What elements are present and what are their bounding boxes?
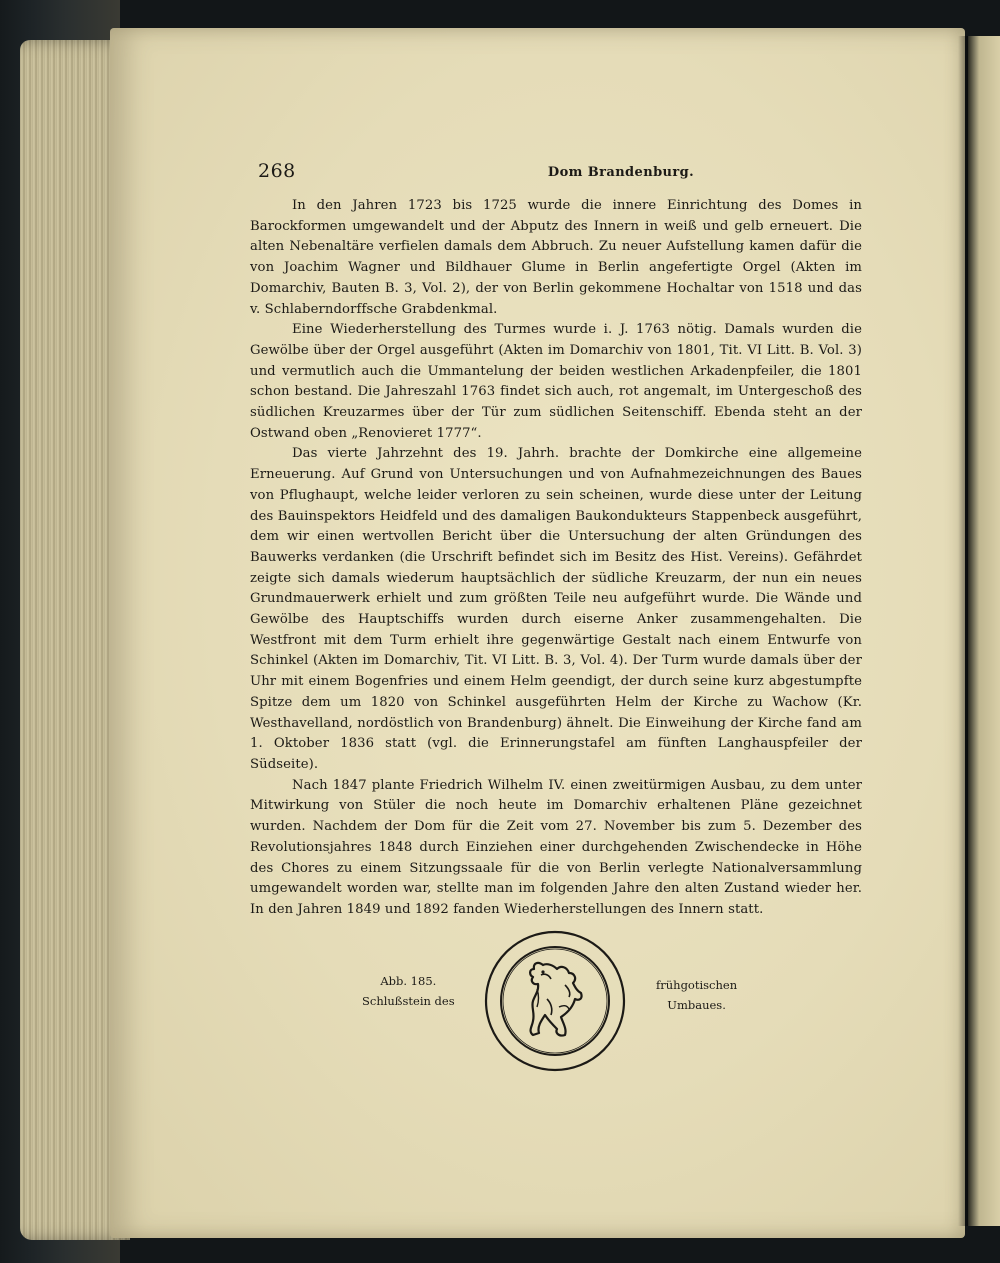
paragraph-2: Eine Wiederherstellung des Turmes wurde i. J. 1763 nötig. Damals wurden die Gewölbe über der Orgel ausgeführt (Akten im Domarchiv von 1801, Tit. VI Litt. B. Vol. 3) und vermutlich auch die Ummantelung der beiden westlichen Arkadenpfeiler, die 1801 schon bestand. Die Jahreszahl 1763 findet sich auch, rot angemalt, im Untergeschoß des südlichen Kreuzarmes über der Tür zum südlichen Seitenschiff. Ebenda steht an der Ostwand oben „Renovieret 1777“. bbox=[250, 322, 862, 441]
facing-page-edge bbox=[968, 36, 1000, 1226]
keystone-lion-illustration bbox=[483, 929, 627, 1073]
caption-text-left: Schlußstein des bbox=[362, 993, 455, 1008]
page-content bbox=[250, 150, 862, 1079]
page-number: 268 bbox=[258, 160, 296, 182]
caption-text-right-2: Umbaues. bbox=[667, 997, 726, 1012]
body-text bbox=[250, 196, 862, 921]
figure-185 bbox=[250, 929, 862, 1079]
page-header bbox=[250, 150, 862, 190]
caption-label: Abb. 185. bbox=[380, 973, 437, 988]
caption-text-right-1: frühgotischen bbox=[656, 977, 738, 992]
paragraph-3: Das vierte Jahrzehnt des 19. Jahrh. brachte der Domkirche eine allgemeine Erneuerung. Auf Grund von Untersuchungen und von Aufnahmezeichnungen des Baues von Pflughaupt, welche leider verloren zu sein scheinen, wurde diese unter der Leitung des Bauinspektors Heidfeld und des damaligen Baukondukteurs Stappenbeck ausgeführt, dem wir einen wertvollen Bericht über die Untersuchung der alten Gründungen des Bauwerks verdanken (die Urschrift befindet sich im Besitz des Hist. Vereins). Gefährdet zeigte sich damals wiederum hauptsächlich der südliche Kreuzarm, der nun ein neues Grundmauerwerk erhielt und zum größten Teile neu aufgeführt wurde. Die Wände und Gewölbe des Hauptschiffs wurden durch eiserne Anker zusammengehalten. Die Westfront mit dem Turm erhielt ihre gegenwärtige Gestalt nach einem Entwurfe von Schinkel (Akten im Domarchiv, Tit. VI Litt. B. 3, Vol. 4). Der Turm wurde damals über der Uhr mit einem Bogenfries und einem Helm geendigt, der durch seine kurz abgestumpfte Spitze dem um 1820 von Schinkel ausgeführten Helm der Kirche zu Wachow (Kr. Westhavelland, nordöstlich von Brandenburg) ähnelt. Die Einweihung der Kirche fand am 1. Oktober 1836 statt (vgl. die Erinnerungstafel am fünften Langhauspfeiler der Südseite). bbox=[250, 446, 862, 772]
figure-caption-right bbox=[656, 975, 737, 1015]
paragraph-4: Nach 1847 plante Friedrich Wilhelm IV. einen zweitürmigen Ausbau, zu dem unter Mitwirkung von Stüler die noch heute im Domarchiv erhaltenen Pläne gezeichnet wurden. Nachdem der Dom für die Zeit vom 27. November bis zum 5. Dezember des Revolutionsjahres 1848 durch Einziehen einer durchgehenden Zwischendecke in Höhe des Chores zu einem Sitzungssaale für die von Berlin verlegte Nationalversammlung umgewandelt worden war, stellte man im folgenden Jahre den alten Zustand wieder her. In den Jahren 1849 und 1892 fanden Wiederherstellungen des Innern statt. bbox=[250, 777, 862, 917]
figure-caption-left bbox=[362, 971, 455, 1011]
paragraph-1: In den Jahren 1723 bis 1725 wurde die innere Einrichtung des Domes in Barockformen umgewandelt und der Abputz des Innern in weiß und gelb erneuert. Die alten Nebenaltäre verfielen damals dem Abbruch. Zu neuer Aufstellung kamen dafür die von Joachim Wagner und Bildhauer Glume in Berlin angefertigte Orgel (Akten im Domarchiv, Bauten B. 3, Vol. 2), der von Berlin gekommene Hochaltar von 1518 und das v. Schlaberndorffsche Grabdenkmal. bbox=[250, 198, 862, 317]
running-head: Dom Brandenburg. bbox=[547, 165, 695, 180]
